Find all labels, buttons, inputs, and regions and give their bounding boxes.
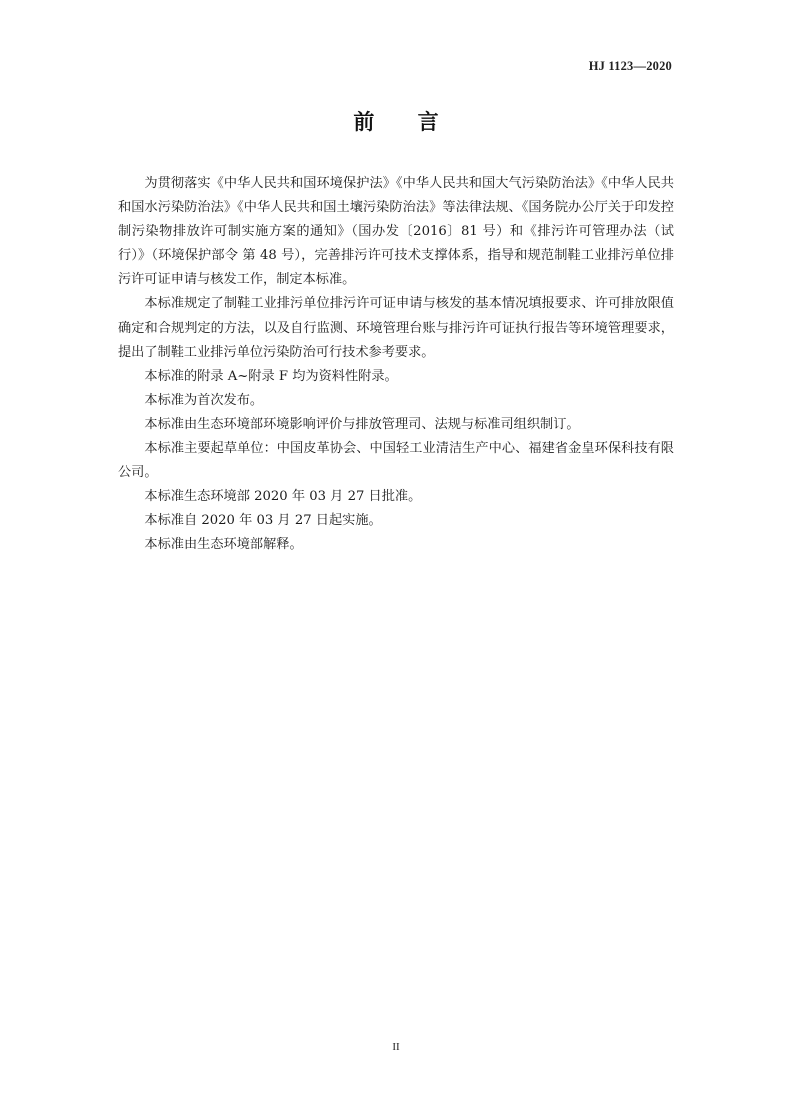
paragraph-appendix: 本标准的附录 A~附录 F 均为资料性附录。	[144, 368, 398, 384]
page-number: II	[392, 1041, 400, 1053]
standard-code: HJ 1123—2020	[588, 59, 672, 73]
paragraph-organizer: 本标准由生态环境部环境影响评价与排放管理司、法规与标准司组织制订。	[144, 416, 580, 432]
paragraph-approval: 本标准生态环境部 2020 年 03 月 27 日批准。	[144, 489, 422, 505]
paragraph-purpose: 为贯彻落实《中华人民共和国环境保护法》《中华人民共和国大气污染防治法》《中华人民共和国水污染防治法》《中华人民共和国土壤污染防治法》等法律法规、《国务院办公厅关于印发控制污染物排放许可制实施方案的通知》（国办发〔2016〕81 号）和《排污许可管理办法（试行）》（环境保护部令 第 48 号），完善排污许可技术支撑体系，指导和规范制鞋工业排污单位排污许可证申请与核发工作，制定本标准。	[118, 176, 674, 288]
paragraph-drafters: 本标准主要起草单位：中国皮革协会、中国轻工业清洁生产中心、福建省金皇环保科技有限公司。	[118, 441, 674, 481]
paragraph-first-release: 本标准为首次发布。	[144, 392, 264, 408]
preface-body	[118, 172, 674, 558]
page-title: 前 言	[353, 110, 457, 134]
paragraph-interpretation: 本标准由生态环境部解释。	[144, 537, 303, 553]
paragraph-effective: 本标准自 2020 年 03 月 27 日起实施。	[144, 513, 382, 529]
paragraph-scope: 本标准规定了制鞋工业排污单位排污许可证申请与核发的基本情况填报要求、许可排放限值确定和合规判定的方法，以及自行监测、环境管理台账与排污许可证执行报告等环境管理要求，提出了制鞋工业排污单位污染防治可行技术参考要求。	[118, 296, 674, 360]
